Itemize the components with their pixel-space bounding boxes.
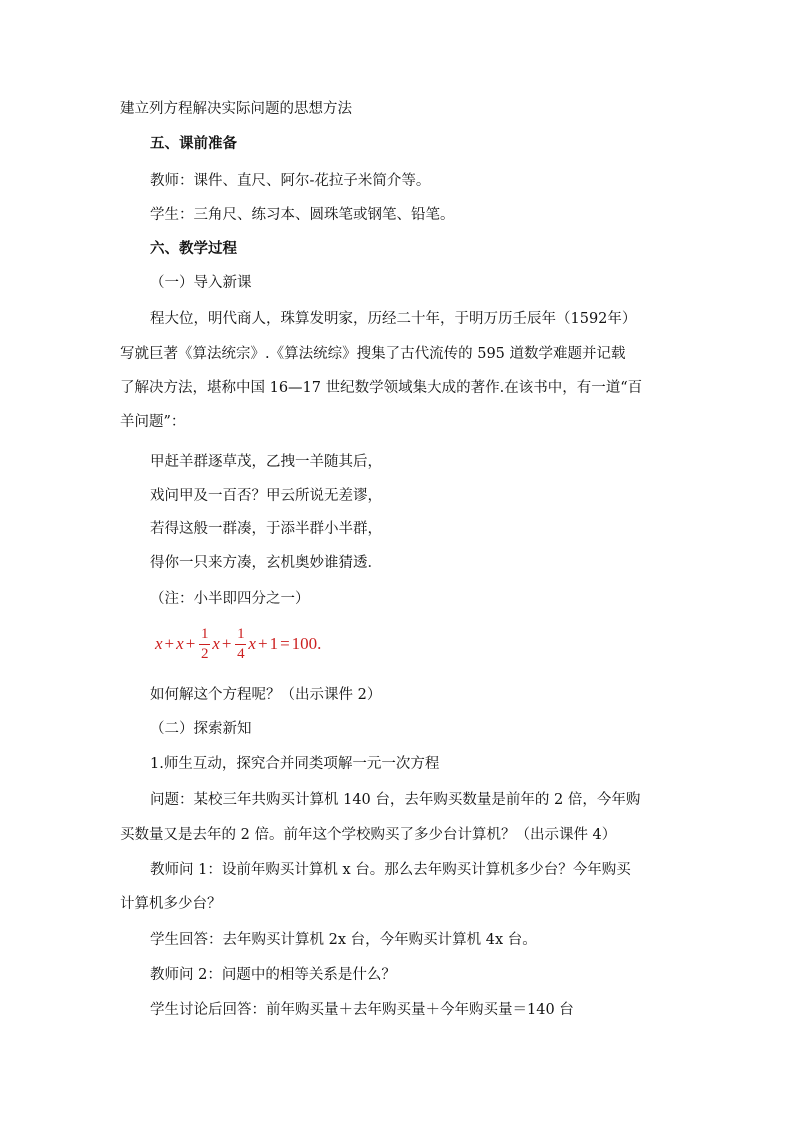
fraction-bar <box>235 644 246 645</box>
text-line: 程大位，明代商人，珠算发明家，历经二十年，于明万历壬辰年（1592年） <box>150 311 637 327</box>
numerator: 1 <box>237 625 245 642</box>
text-line: 写就巨著《算法统宗》.《算法统综》搜集了古代流传的 595 道数学难题并记载 <box>120 346 626 362</box>
subheading-intro: （一）导入新课 <box>150 275 252 291</box>
fraction-quarter <box>235 626 246 663</box>
section-heading-process: 六、教学过程 <box>150 240 237 257</box>
equals-sign: = <box>280 634 290 653</box>
equation <box>155 620 321 668</box>
var-x: x <box>176 634 184 653</box>
text-line: 了解决方法，堪称中国 16—17 世纪数学领域集大成的著作.在该书中，有一道“百 <box>120 380 643 396</box>
fraction-half <box>199 626 210 663</box>
text-line: 如何解这个方程呢？（出示课件 2） <box>150 687 382 703</box>
text-line: 建立列方程解决实际问题的思想方法 <box>120 101 352 117</box>
text-line: 羊问题”： <box>120 414 186 430</box>
poem-line: 若得这般一群凑，于添半群小半群， <box>150 521 382 537</box>
text-line: 教师：课件、直尺、阿尔-花拉子米简介等。 <box>150 173 431 189</box>
text-line: 学生：三角尺、练习本、圆珠笔或钢笔、铅笔。 <box>150 207 455 223</box>
var-x: x <box>212 634 220 653</box>
section-heading-prep: 五、课前准备 <box>150 135 237 152</box>
plus-sign: + <box>164 634 175 653</box>
text-line: 买数量又是去年的 2 倍。前年这个学校购买了多少台计算机？（出示课件 4） <box>120 827 617 843</box>
denominator: 4 <box>237 645 245 662</box>
numerator: 1 <box>201 625 209 642</box>
var-x: x <box>155 634 163 653</box>
text-line: 问题：某校三年共购买计算机 140 台，去年购买数量是前年的 2 倍，今年购 <box>150 792 641 808</box>
fraction-bar <box>199 644 210 645</box>
var-x: x <box>248 634 256 653</box>
text-line: 教师问 1：设前年购买计算机 x 台。那么去年购买计算机多少台？今年购买 <box>150 862 631 878</box>
denominator: 2 <box>201 645 209 662</box>
text-line: 计算机多少台？ <box>120 896 222 912</box>
constant-one: 1 <box>269 634 279 653</box>
plus-sign: + <box>257 634 268 653</box>
text-line: 教师问 2：问题中的相等关系是什么？ <box>150 967 396 983</box>
text-line: 学生讨论后回答：前年购买量＋去年购买量＋今年购买量＝140 台 <box>150 1002 574 1018</box>
rhs-value: 100. <box>291 634 322 653</box>
plus-sign: + <box>221 634 232 653</box>
poem-line: 甲赶羊群逐草茂，乙拽一羊随其后， <box>150 454 382 470</box>
note-line: （注：小半即四分之一） <box>150 591 310 607</box>
poem-line: 戏问甲及一百否？甲云所说无差谬， <box>150 488 382 504</box>
poem-line: 得你一只来方凑，玄机奥妙谁猜透． <box>150 555 382 571</box>
subheading-explore: （二）探索新知 <box>150 721 252 737</box>
text-line: 1.师生互动，探究合并同类项解一元一次方程 <box>150 756 440 772</box>
plus-sign: + <box>185 634 196 653</box>
text-line: 学生回答：去年购买计算机 2x 台，今年购买计算机 4x 台。 <box>150 932 537 948</box>
